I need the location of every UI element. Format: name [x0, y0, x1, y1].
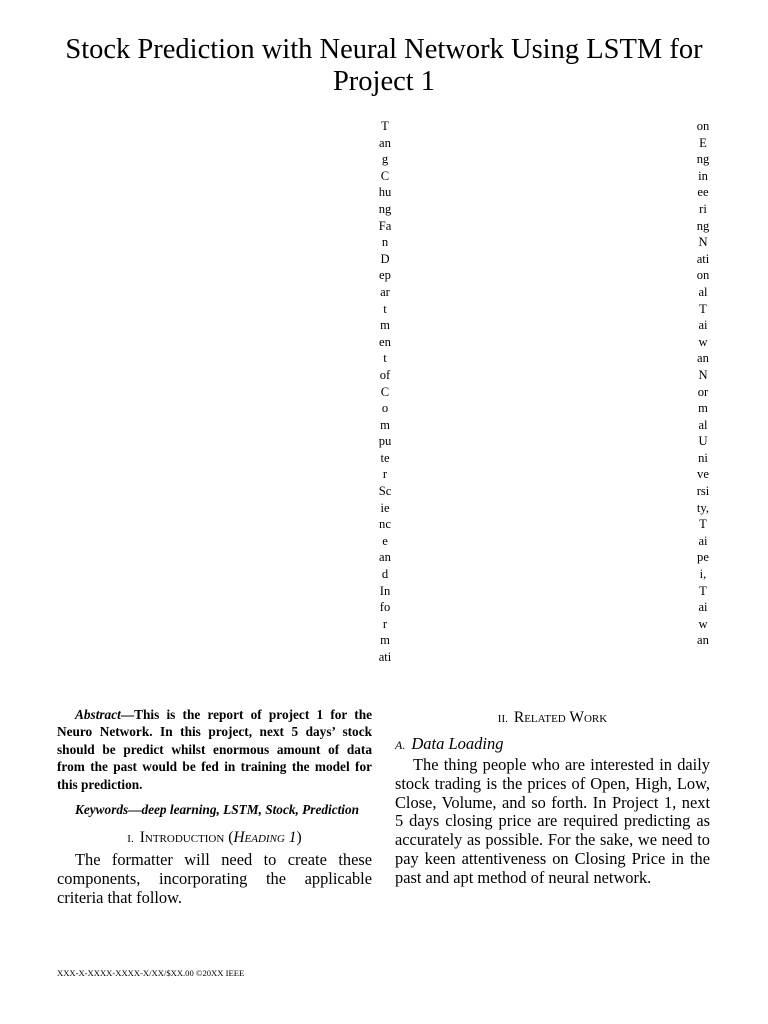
- author-fragment: ri: [699, 201, 707, 216]
- abstract: [57, 706, 372, 793]
- author-fragment: in: [698, 168, 708, 183]
- paper-title: Stock Prediction with Neural Network Using LSTM for Project 1: [65, 34, 703, 97]
- author-fragment: ie: [380, 500, 390, 515]
- author-fragment: N: [698, 235, 708, 250]
- author-fragment: d: [381, 567, 389, 582]
- author-fragment: ty,: [696, 500, 710, 515]
- related-work-heading: [395, 708, 710, 729]
- author-fragment: al: [698, 417, 708, 432]
- author-fragment: of: [379, 367, 391, 382]
- author-fragment: hu: [378, 185, 392, 200]
- author-fragment: C: [380, 384, 390, 399]
- related-work-body: The thing people who are interested in daily stock trading is the prices of Open, High, Low, Close, Volume, and so forth. In Project 1, next 5 days closing price are required predicting as accurately as possible. For the sake, we need to pay keen attentiveness on Closing Price in the past and apt method of neural network.: [395, 755, 710, 887]
- abstract-label: Abstract: [75, 707, 121, 722]
- section-title: Introduction (: [139, 829, 234, 847]
- author-fragment: ng: [696, 152, 710, 167]
- author-fragment: w: [698, 616, 708, 631]
- section-title-italic: Heading 1: [233, 829, 297, 847]
- author-fragment: te: [380, 450, 390, 465]
- author-fragment: ai: [698, 318, 708, 333]
- author-fragment: Sc: [378, 484, 392, 499]
- author-fragment: an: [697, 633, 709, 648]
- author-fragment: an: [697, 351, 709, 366]
- author-fragment: ni: [698, 450, 708, 465]
- author-fragment: In: [379, 583, 391, 598]
- author-fragment: ng: [696, 218, 710, 233]
- author-fragment: T: [699, 517, 707, 532]
- author-fragment: r: [382, 616, 388, 631]
- author-fragment: t: [383, 351, 387, 366]
- author-fragment: m: [380, 318, 390, 333]
- author-fragment: ar: [380, 284, 390, 299]
- introduction-heading: [57, 828, 372, 849]
- author-fragment: on: [696, 119, 710, 133]
- author-fragment: ati: [378, 650, 392, 664]
- author-fragment: T: [699, 583, 707, 598]
- abstract-text: This is the report of project 1 for the Neuro Network. In this project, next 5 days’ stock should be predict whilst enormous amount of data from the past would be fed in training the model for this prediction.: [57, 707, 372, 792]
- author-fragment: e: [382, 533, 388, 548]
- author-fragment: rsi: [696, 484, 710, 499]
- author-fragment: ep: [379, 268, 391, 283]
- author-fragment: m: [380, 417, 390, 432]
- author-fragment: N: [698, 367, 708, 382]
- author-fragment: on: [696, 268, 710, 283]
- author-fragment: fo: [379, 600, 391, 615]
- author-fragment: t: [383, 301, 387, 316]
- author-fragment: n: [381, 235, 389, 250]
- author-affiliation-column-right: [683, 118, 723, 649]
- author-fragment: ai: [698, 600, 708, 615]
- author-fragment: Fa: [378, 218, 392, 233]
- author-fragment: ati: [696, 251, 710, 266]
- author-fragment: pu: [378, 434, 392, 449]
- author-fragment: or: [697, 384, 709, 399]
- author-fragment: al: [698, 284, 708, 299]
- author-fragment: g: [381, 152, 389, 167]
- right-column: [395, 706, 710, 888]
- section-title-end: ): [296, 829, 302, 847]
- author-fragment: C: [380, 168, 390, 183]
- abstract-dash: —: [120, 707, 135, 722]
- author-fragment: an: [379, 135, 391, 150]
- author-fragment: D: [380, 251, 390, 266]
- author-fragment: ve: [697, 467, 709, 482]
- author-fragment: m: [698, 401, 708, 416]
- author-fragment: ng: [378, 201, 392, 216]
- author-fragment: ai: [698, 533, 708, 548]
- author-affiliation-column-left: [365, 118, 405, 666]
- author-fragment: m: [380, 633, 390, 648]
- author-fragment: U: [698, 434, 708, 449]
- copyright-footer: XXX-X-XXXX-XXXX-X/XX/$XX.00 ©20XX IEEE: [57, 968, 245, 978]
- author-fragment: i,: [699, 567, 707, 582]
- author-fragment: an: [379, 550, 391, 565]
- author-fragment: r: [382, 467, 388, 482]
- author-fragment: en: [379, 334, 391, 349]
- section-title: Related Work: [513, 709, 608, 726]
- section-number: II.: [497, 713, 508, 725]
- left-column: [57, 706, 372, 908]
- section-number: I.: [127, 833, 134, 846]
- author-fragment: E: [699, 135, 707, 150]
- introduction-body: The formatter will need to create these components, incorporating the applicable criteria that follow.: [57, 850, 372, 908]
- data-loading-subheading: [395, 733, 710, 756]
- subsection-number: A.: [395, 738, 406, 752]
- author-fragment: ee: [697, 185, 709, 200]
- author-fragment: nc: [379, 517, 391, 532]
- author-fragment: T: [381, 119, 389, 133]
- subsection-title: Data Loading: [411, 734, 504, 753]
- keywords: [57, 801, 372, 818]
- author-fragment: o: [381, 401, 389, 416]
- author-fragment: T: [699, 301, 707, 316]
- author-fragment: pe: [697, 550, 709, 565]
- keywords-text: Keywords—deep learning, LSTM, Stock, Prediction: [75, 802, 360, 818]
- author-fragment: w: [698, 334, 708, 349]
